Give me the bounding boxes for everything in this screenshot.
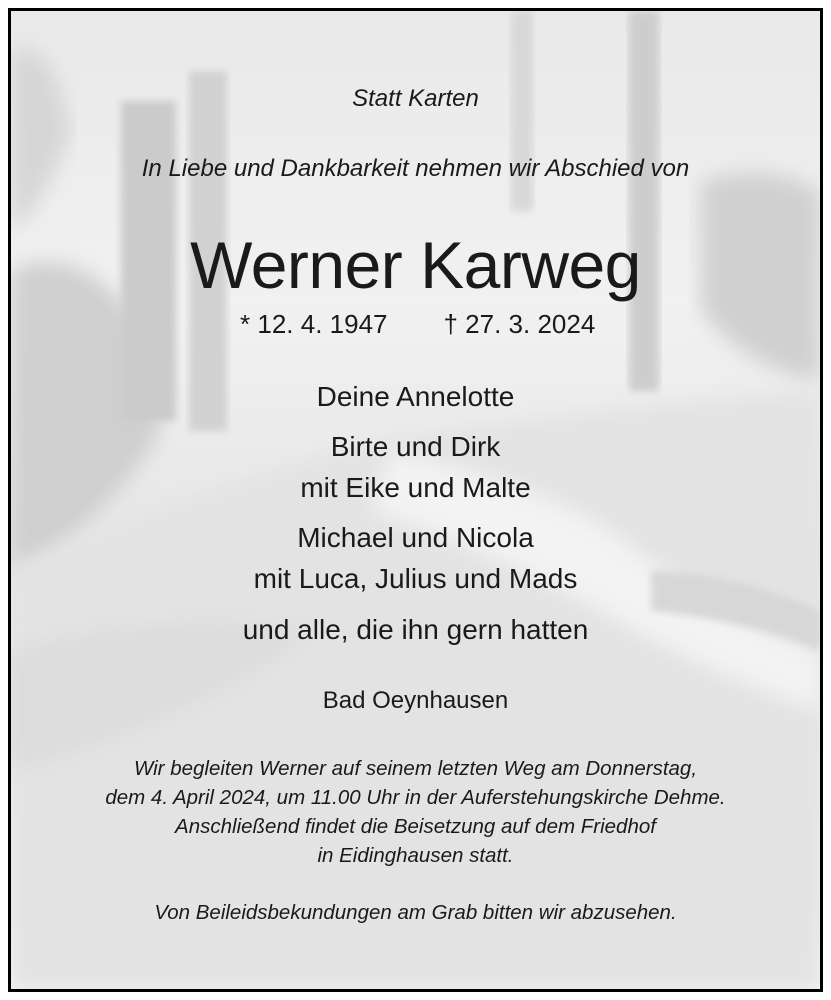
statt-karten: Statt Karten xyxy=(352,85,479,112)
mourner-line: mit Luca, Julius und Mads xyxy=(253,563,578,594)
obituary-card xyxy=(8,8,823,992)
funeral-notice-line: Anschließend findet die Beisetzung auf dem Friedhof xyxy=(175,815,656,838)
birth-date: * 12. 4. 1947 xyxy=(240,309,388,339)
funeral-notice-line: dem 4. April 2024, um 11.00 Uhr in der Auferstehungskirche Dehme. xyxy=(105,786,726,809)
obituary-text xyxy=(11,11,820,989)
death-date: † 27. 3. 2024 xyxy=(443,309,596,339)
funeral-notice-line: in Eidinghausen statt. xyxy=(317,844,514,867)
mourner-line: und alle, die ihn gern hatten xyxy=(242,614,589,645)
mourner-line: Deine Annelotte xyxy=(316,381,515,412)
funeral-notice-line: Wir begleiten Werner auf seinem letzten Weg am Donnerstag, xyxy=(133,757,698,780)
location: Bad Oeynhausen xyxy=(322,687,509,714)
deceased-name: Werner Karweg xyxy=(190,228,641,302)
life-dates xyxy=(11,309,820,340)
mourner-line: Birte und Dirk xyxy=(330,431,501,462)
closing-note: Von Beileidsbekundungen am Grab bitten wir abzusehen. xyxy=(154,901,677,924)
mourner-line: mit Eike und Malte xyxy=(300,472,531,503)
mourner-line: Michael und Nicola xyxy=(297,522,534,553)
intro-text: In Liebe und Dankbarkeit nehmen wir Abschied von xyxy=(141,155,690,182)
